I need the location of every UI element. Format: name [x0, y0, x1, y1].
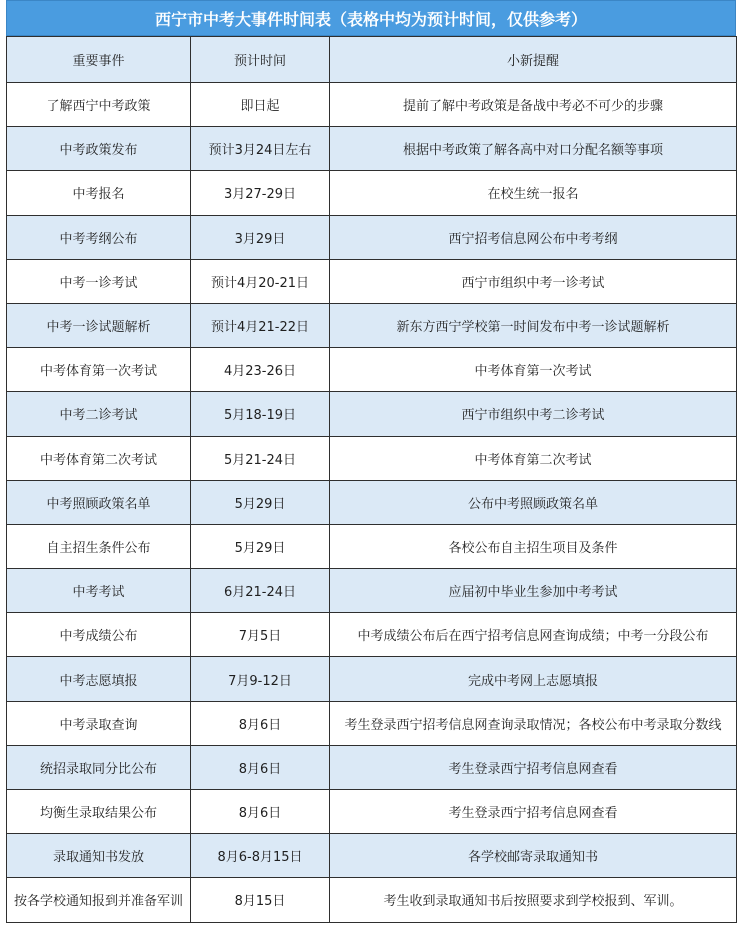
- schedule-table: [6, 36, 737, 923]
- table-row: [7, 790, 737, 834]
- cell-event: 中考录取查询: [7, 701, 191, 745]
- cell-event: 录取通知书发放: [7, 834, 191, 878]
- cell-event: 中考志愿填报: [7, 657, 191, 701]
- table-row: [7, 569, 737, 613]
- cell-note: 西宁市组织中考二诊考试: [330, 392, 737, 436]
- table-row: [7, 303, 737, 347]
- cell-note: 中考体育第二次考试: [330, 436, 737, 480]
- cell-time: 8月6日: [191, 701, 330, 745]
- cell-note: 各校公布自主招生项目及条件: [330, 524, 737, 568]
- table-row: [7, 878, 737, 922]
- cell-event: 中考体育第二次考试: [7, 436, 191, 480]
- cell-event: 中考一诊考试: [7, 259, 191, 303]
- cell-event: 中考二诊考试: [7, 392, 191, 436]
- cell-note: 提前了解中考政策是备战中考必不可少的步骤: [330, 83, 737, 127]
- cell-event: 自主招生条件公布: [7, 524, 191, 568]
- header-note: 小新提醒: [330, 37, 737, 83]
- cell-note: 根据中考政策了解各高中对口分配名额等事项: [330, 127, 737, 171]
- table-row: [7, 524, 737, 568]
- table-row: [7, 348, 737, 392]
- cell-time: 4月23-26日: [191, 348, 330, 392]
- table-row: [7, 480, 737, 524]
- cell-time: 预计4月21-22日: [191, 303, 330, 347]
- cell-note: 新东方西宁学校第一时间发布中考一诊试题解析: [330, 303, 737, 347]
- cell-note: 各学校邮寄录取通知书: [330, 834, 737, 878]
- cell-time: 预计4月20-21日: [191, 259, 330, 303]
- cell-note: 西宁市组织中考一诊考试: [330, 259, 737, 303]
- table-row: [7, 657, 737, 701]
- cell-time: 7月9-12日: [191, 657, 330, 701]
- schedule-table-body: [7, 37, 737, 923]
- cell-time: 8月6-8月15日: [191, 834, 330, 878]
- cell-time: 8月15日: [191, 878, 330, 922]
- cell-note: 考生登录西宁招考信息网查询录取情况；各校公布中考录取分数线: [330, 701, 737, 745]
- table-row: [7, 83, 737, 127]
- cell-event: 中考考试: [7, 569, 191, 613]
- cell-time: 3月27-29日: [191, 171, 330, 215]
- cell-time: 5月21-24日: [191, 436, 330, 480]
- cell-time: 8月6日: [191, 745, 330, 789]
- cell-note: 在校生统一报名: [330, 171, 737, 215]
- cell-note: 中考成绩公布后在西宁招考信息网查询成绩；中考一分段公布: [330, 613, 737, 657]
- cell-event: 中考照顾政策名单: [7, 480, 191, 524]
- table-row: [7, 613, 737, 657]
- cell-event: 中考报名: [7, 171, 191, 215]
- cell-event: 中考一诊试题解析: [7, 303, 191, 347]
- header-event: 重要事件: [7, 37, 191, 83]
- table-title: 西宁市中考大事件时间表（表格中均为预计时间，仅供参考）: [6, 0, 736, 36]
- cell-time: 5月29日: [191, 524, 330, 568]
- cell-time: 预计3月24日左右: [191, 127, 330, 171]
- header-time: 预计时间: [191, 37, 330, 83]
- cell-time: 6月21-24日: [191, 569, 330, 613]
- cell-note: 应届初中毕业生参加中考考试: [330, 569, 737, 613]
- table-row: [7, 259, 737, 303]
- table-row: [7, 215, 737, 259]
- cell-note: 西宁招考信息网公布中考考纲: [330, 215, 737, 259]
- cell-event: 中考考纲公布: [7, 215, 191, 259]
- cell-note: 公布中考照顾政策名单: [330, 480, 737, 524]
- cell-time: 8月6日: [191, 790, 330, 834]
- cell-time: 5月18-19日: [191, 392, 330, 436]
- cell-time: 3月29日: [191, 215, 330, 259]
- table-row: [7, 701, 737, 745]
- cell-event: 统招录取同分比公布: [7, 745, 191, 789]
- table-row: [7, 392, 737, 436]
- cell-event: 了解西宁中考政策: [7, 83, 191, 127]
- cell-time: 5月29日: [191, 480, 330, 524]
- table-row: [7, 171, 737, 215]
- cell-time: 7月5日: [191, 613, 330, 657]
- cell-note: 中考体育第一次考试: [330, 348, 737, 392]
- table-row: [7, 436, 737, 480]
- cell-note: 考生登录西宁招考信息网查看: [330, 745, 737, 789]
- table-row: [7, 745, 737, 789]
- cell-event: 中考成绩公布: [7, 613, 191, 657]
- cell-event: 中考政策发布: [7, 127, 191, 171]
- cell-event: 中考体育第一次考试: [7, 348, 191, 392]
- cell-time: 即日起: [191, 83, 330, 127]
- cell-event: 均衡生录取结果公布: [7, 790, 191, 834]
- cell-event: 按各学校通知报到并准备军训: [7, 878, 191, 922]
- table-row: [7, 127, 737, 171]
- cell-note: 考生登录西宁招考信息网查看: [330, 790, 737, 834]
- cell-note: 完成中考网上志愿填报: [330, 657, 737, 701]
- cell-note: 考生收到录取通知书后按照要求到学校报到、军训。: [330, 878, 737, 922]
- table-row: [7, 834, 737, 878]
- header-row: [7, 37, 737, 83]
